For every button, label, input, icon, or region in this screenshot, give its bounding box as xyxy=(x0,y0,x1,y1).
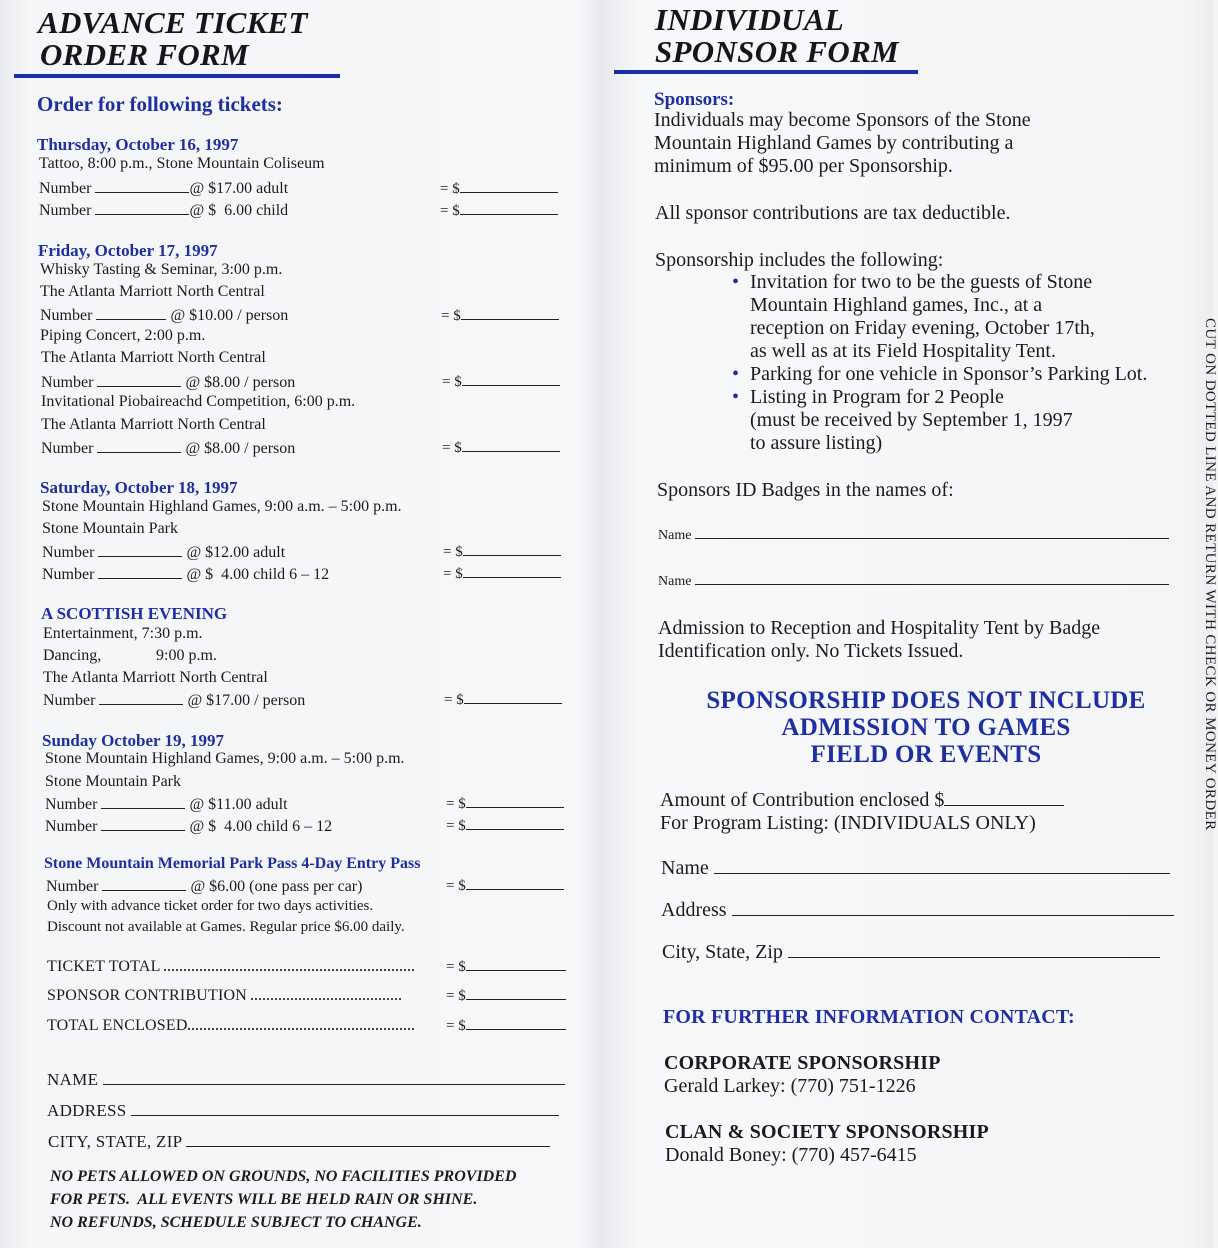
sponsor-title-line1: INDIVIDUAL xyxy=(655,2,845,37)
scottish-entertainment: Entertainment, 7:30 p.m. xyxy=(43,625,203,642)
number-field[interactable] xyxy=(101,794,185,809)
total-enclosed-row: TOTAL ENCLOSED xyxy=(47,1016,414,1035)
price-label: @ $8.00 / person xyxy=(185,440,296,457)
contribution-amount-field[interactable] xyxy=(944,789,1064,806)
friday-piping-row xyxy=(41,372,295,392)
individual-sponsor-form xyxy=(612,0,1213,1248)
sunday-child-row xyxy=(45,816,332,836)
amount-field[interactable] xyxy=(464,689,562,704)
amount-contribution-row: Amount of Contribution enclosed $ xyxy=(660,789,1064,812)
friday-venue-1: The Atlanta Marriott North Central xyxy=(40,283,265,300)
scottish-dancing: Dancing, 9:00 p.m. xyxy=(43,647,217,664)
form-title-line2: ORDER FORM xyxy=(40,37,249,72)
saturday-venue: Stone Mountain Park xyxy=(42,520,178,537)
benefit-listing-line-3: to assure listing) xyxy=(750,432,883,454)
amount-row: = $ xyxy=(441,305,559,325)
badge-name-row-1: Name xyxy=(658,528,1169,544)
sponsor-title-line2: SPONSOR FORM xyxy=(655,34,899,69)
notice-line-1: NO PETS ALLOWED ON GROUNDS, NO FACILITIES PROVIDED xyxy=(50,1168,517,1185)
notice-line-2: FOR PETS. ALL EVENTS WILL BE HELD RAIN OR SHINE. xyxy=(50,1191,478,1208)
sponsor-contribution-amount: = $ xyxy=(446,985,566,1005)
number-label: Number xyxy=(39,180,92,197)
number-field[interactable] xyxy=(98,542,182,557)
amount-field[interactable] xyxy=(466,793,564,808)
friday-event-2: Piping Concert, 2:00 p.m. xyxy=(40,327,206,344)
price-label: @ $ 4.00 child 6 – 12 xyxy=(189,818,333,835)
number-label: Number xyxy=(45,818,98,835)
badge-name-field-1[interactable] xyxy=(695,528,1169,539)
program-listing-label: For Program Listing: (INDIVIDUALS ONLY) xyxy=(660,812,1036,834)
sponsor-city-row: City, State, Zip xyxy=(662,941,1160,964)
friday-event-3: Invitational Piobaireachd Competition, 6:00 p.m. xyxy=(41,393,356,410)
number-label: Number xyxy=(39,202,92,219)
sunday-heading: Sunday October 19, 1997 xyxy=(42,731,224,750)
sunday-adult-row xyxy=(45,794,288,814)
ticket-total-row: TICKET TOTAL xyxy=(47,957,414,976)
clan-sponsorship-contact: Donald Boney: (770) 457-6415 xyxy=(665,1144,917,1166)
number-label: Number xyxy=(46,878,99,895)
number-field[interactable] xyxy=(95,200,189,215)
sponsor-title-underline xyxy=(614,70,918,74)
sponsor-name-field[interactable] xyxy=(714,857,1170,874)
price-label: @ $8.00 / person xyxy=(185,374,296,391)
saturday-heading: Saturday, October 18, 1997 xyxy=(40,478,238,497)
corporate-sponsorship-contact: Gerald Larkey: (770) 751-1226 xyxy=(664,1075,916,1097)
amount-row: = $ xyxy=(443,541,561,561)
saturday-child-row xyxy=(42,564,329,584)
park-pass-row xyxy=(46,876,362,896)
admission-line-1: Admission to Reception and Hospitality Tent by Badge xyxy=(658,617,1101,639)
friday-piobaireachd-row xyxy=(41,438,295,458)
order-subheading: Order for following tickets: xyxy=(37,92,283,116)
badges-heading: Sponsors ID Badges in the names of: xyxy=(657,479,954,501)
friday-whisky-row xyxy=(40,305,288,325)
number-field[interactable] xyxy=(98,564,182,579)
number-field[interactable] xyxy=(99,690,183,705)
sponsor-city-field[interactable] xyxy=(788,941,1160,958)
warning-line-2: ADMISSION TO GAMES xyxy=(781,714,1071,741)
friday-venue-3: The Atlanta Marriott North Central xyxy=(41,416,266,433)
clan-sponsorship-title: CLAN & SOCIETY SPONSORSHIP xyxy=(665,1121,989,1143)
includes-heading: Sponsorship includes the following: xyxy=(655,249,944,271)
scottish-evening-heading: A SCOTTISH EVENING xyxy=(41,604,228,623)
benefit-parking: • Parking for one vehicle in Sponsor’s Parking Lot. xyxy=(732,363,1148,385)
friday-venue-2: The Atlanta Marriott North Central xyxy=(41,349,266,366)
city-field[interactable] xyxy=(186,1132,550,1147)
amount-field[interactable] xyxy=(462,371,560,386)
sunday-event: Stone Mountain Highland Games, 9:00 a.m. – 5:00 p.m. xyxy=(45,750,405,767)
address-field[interactable] xyxy=(131,1101,559,1116)
sponsor-address-field[interactable] xyxy=(732,899,1174,916)
advance-ticket-order-form xyxy=(0,0,600,1248)
number-field[interactable] xyxy=(96,305,166,320)
sunday-venue: Stone Mountain Park xyxy=(45,773,181,790)
sponsors-heading: Sponsors: xyxy=(654,89,735,110)
benefit-listing-line-2: (must be received by September 1, 1997 xyxy=(750,409,1073,431)
amount-field[interactable] xyxy=(466,875,564,890)
price-label: @ $17.00 / person xyxy=(187,692,306,709)
benefit-listing: • Listing in Program for 2 People xyxy=(732,386,1004,408)
price-label: @ $10.00 / person xyxy=(170,307,289,324)
number-label: Number xyxy=(42,544,95,561)
number-label: Number xyxy=(41,374,94,391)
notice-line-3: NO REFUNDS, SCHEDULE SUBJECT TO CHANGE. xyxy=(50,1214,422,1231)
badge-name-field-2[interactable] xyxy=(695,574,1169,585)
number-label: Number xyxy=(40,307,93,324)
name-row: NAME xyxy=(47,1070,565,1090)
amount-field[interactable] xyxy=(463,541,561,556)
amount-row: = $ xyxy=(442,437,560,457)
amount-row: = $ xyxy=(446,875,564,895)
total-enclosed-field[interactable] xyxy=(466,1015,566,1030)
contact-heading: FOR FURTHER INFORMATION CONTACT: xyxy=(663,1006,1075,1028)
address-row: ADDRESS xyxy=(47,1101,559,1121)
amount-row: = $ xyxy=(442,371,560,391)
badge-name-row-2: Name xyxy=(658,574,1169,590)
intro-line-1: Individuals may become Sponsors of the Stone xyxy=(654,109,1031,131)
amount-row: = $ xyxy=(440,178,558,198)
park-pass-note-1: Only with advance ticket order for two days activities. xyxy=(47,898,374,914)
number-label: Number xyxy=(42,566,95,583)
thursday-adult-row xyxy=(39,178,288,198)
bullet-icon: • xyxy=(732,363,740,385)
number-field[interactable] xyxy=(97,438,181,453)
form-title-line1: ADVANCE TICKET xyxy=(38,5,308,40)
scottish-venue: The Atlanta Marriott North Central xyxy=(43,669,268,686)
price-label: @ $6.00 (one pass per car) xyxy=(190,878,363,895)
ticket-total-amount: = $ xyxy=(446,956,566,976)
amount-row: = $ xyxy=(443,563,561,583)
bullet-icon: • xyxy=(732,386,740,408)
benefit-invitation-line-3: reception on Friday evening, October 17th, xyxy=(750,317,1095,339)
friday-heading: Friday, October 17, 1997 xyxy=(38,241,218,260)
amount-field[interactable] xyxy=(460,178,558,193)
amount-field[interactable] xyxy=(460,200,558,215)
number-label: Number xyxy=(45,796,98,813)
saturday-event: Stone Mountain Highland Games, 9:00 a.m. – 5:00 p.m. xyxy=(42,498,402,515)
tax-deductible-note: All sponsor contributions are tax deductible. xyxy=(655,202,1011,224)
benefit-invitation-line-4: as well as at its Field Hospitality Tent. xyxy=(750,340,1056,362)
title-underline xyxy=(14,74,340,78)
amount-field[interactable] xyxy=(466,815,564,830)
sponsor-contribution-field[interactable] xyxy=(466,985,566,1000)
number-label: Number xyxy=(41,440,94,457)
corporate-sponsorship-title: CORPORATE SPONSORSHIP xyxy=(664,1052,941,1074)
total-enclosed-amount: = $ xyxy=(446,1015,566,1035)
price-label: @ $ 6.00 child xyxy=(189,202,289,219)
city-row: CITY, STATE, ZIP xyxy=(48,1132,550,1152)
intro-line-3: minimum of $95.00 per Sponsorship. xyxy=(654,155,953,177)
number-field[interactable] xyxy=(102,876,186,891)
number-field[interactable] xyxy=(101,816,185,831)
thursday-heading: Thursday, October 16, 1997 xyxy=(37,135,239,154)
warning-line-3: FIELD OR EVENTS xyxy=(810,741,1042,768)
ticket-total-field[interactable] xyxy=(466,956,566,971)
amount-row: = $ xyxy=(440,200,558,220)
number-field[interactable] xyxy=(97,372,181,387)
scottish-row xyxy=(43,690,305,710)
sponsor-name-row: Name xyxy=(661,857,1170,880)
amount-row: = $ xyxy=(446,815,564,835)
sponsor-contribution-row: SPONSOR CONTRIBUTION xyxy=(47,986,401,1005)
sponsor-address-row: Address xyxy=(661,899,1174,922)
price-label: @ $11.00 adult xyxy=(189,796,288,813)
warning-line-1: SPONSORSHIP DOES NOT INCLUDE xyxy=(706,687,1146,714)
price-label: @ $17.00 adult xyxy=(189,180,289,197)
benefit-invitation-line-2: Mountain Highland games, Inc., at a xyxy=(750,294,1043,316)
thursday-event: Tattoo, 8:00 p.m., Stone Mountain Coliseum xyxy=(39,155,325,172)
saturday-adult-row xyxy=(42,542,285,562)
amount-row: = $ xyxy=(446,793,564,813)
price-label: @ $ 4.00 child 6 – 12 xyxy=(186,566,330,583)
benefit-invitation: • Invitation for two to be the guests of Stone xyxy=(732,271,1093,293)
friday-event-1: Whisky Tasting & Seminar, 3:00 p.m. xyxy=(40,261,283,278)
price-label: @ $12.00 adult xyxy=(186,544,286,561)
admission-line-2: Identification only. No Tickets Issued. xyxy=(658,640,964,662)
number-label: Number xyxy=(43,692,96,709)
amount-field[interactable] xyxy=(462,437,560,452)
amount-field[interactable] xyxy=(463,563,561,578)
number-field[interactable] xyxy=(95,178,189,193)
park-pass-heading: Stone Mountain Memorial Park Pass 4-Day Entry Pass xyxy=(44,855,421,872)
intro-line-2: Mountain Highland Games by contributing a xyxy=(654,132,1014,154)
bullet-icon: • xyxy=(732,271,740,293)
cut-instruction-vertical: CUT ON DOTTED LINE AND RETURN WITH CHECK OR MONEY ORDER xyxy=(1202,318,1218,831)
thursday-child-row xyxy=(39,200,288,220)
name-field[interactable] xyxy=(103,1070,565,1085)
park-pass-note-2: Discount not available at Games. Regular price $6.00 daily. xyxy=(47,919,405,935)
amount-field[interactable] xyxy=(461,305,559,320)
amount-row: = $ xyxy=(444,689,562,709)
